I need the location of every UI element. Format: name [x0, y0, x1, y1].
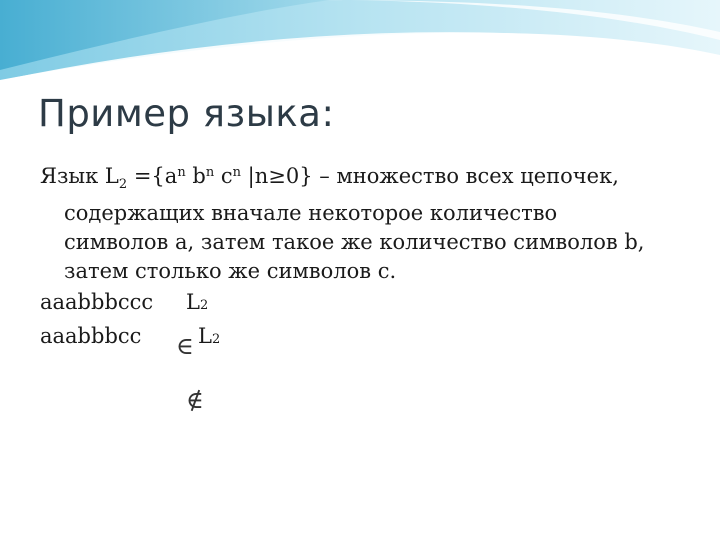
- example-language: L: [198, 324, 212, 348]
- definition-exponent-b: n: [205, 165, 215, 180]
- definition-line-4: затем столько же символов c.: [64, 259, 397, 283]
- element-of-symbol: ∈: [176, 332, 194, 360]
- definition-subscript: 2: [118, 177, 128, 192]
- header-banner: [0, 0, 720, 90]
- definition-c: c: [214, 164, 233, 188]
- example-row-1: [40, 288, 680, 320]
- slide-title: Пример языка:: [38, 92, 335, 135]
- definition-b: b: [185, 164, 206, 188]
- definition-exponent-a: n: [177, 165, 186, 180]
- slide-body: [40, 158, 680, 354]
- example-row-2: [40, 322, 680, 354]
- definition-line-3: символов a, затем такое же количество символов b,: [64, 230, 645, 254]
- definition-exponent-c: n: [232, 165, 241, 180]
- definition-prefix: Язык L: [40, 164, 119, 188]
- example-word: aaabbbccc: [40, 290, 154, 314]
- definition-set-open: ={a: [127, 164, 178, 188]
- example-language: L: [186, 290, 200, 314]
- example-language-subscript: 2: [211, 332, 221, 347]
- definition-condition: |n≥0} – множество всех цепочек,: [241, 164, 619, 188]
- language-definition: [40, 158, 680, 286]
- not-element-of-symbol: ∉: [186, 386, 204, 414]
- example-language-subscript: 2: [199, 298, 209, 313]
- example-word: aaabbbcc: [40, 324, 142, 348]
- definition-line-2: содержащих вначале некоторое количество: [64, 201, 558, 225]
